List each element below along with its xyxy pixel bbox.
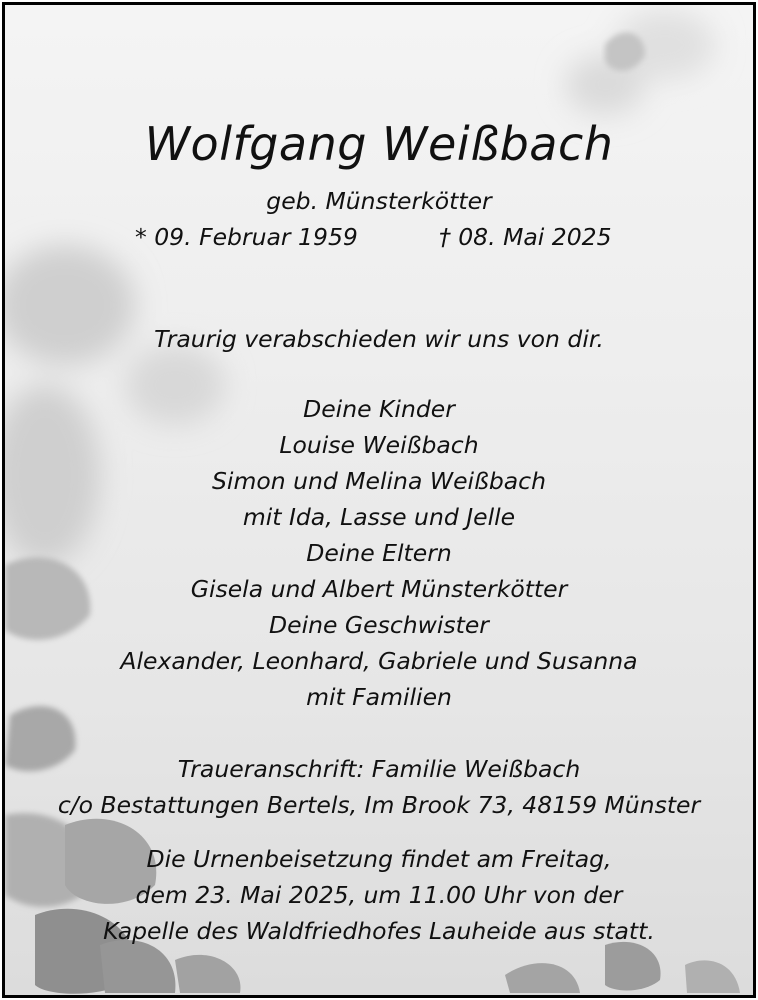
ceremony-line: Die Urnenbeisetzung findet am Freitag, <box>146 845 612 873</box>
mourner-line: mit Ida, Lasse und Jelle <box>242 503 516 531</box>
mourner-line: Simon und Melina Weißbach <box>212 467 546 495</box>
address-line: Traueranschrift: Familie Weißbach <box>177 755 581 783</box>
address-line: c/o Bestattungen Bertels, Im Brook 73, 48159 Münster <box>57 791 701 819</box>
birth-date: * 09. Februar 1959 <box>135 223 358 251</box>
mourner-line: Deine Geschwister <box>269 611 489 639</box>
mourner-line: Deine Eltern <box>306 539 452 567</box>
mourner-line: Gisela und Albert Münsterkötter <box>190 575 568 603</box>
birth-name: geb. Münsterkötter <box>266 187 492 215</box>
death-date: † 08. Mai 2025 <box>439 223 612 251</box>
deceased-name: Wolfgang Weißbach <box>144 117 614 171</box>
life-dates <box>5 223 753 255</box>
mourner-line: Deine Kinder <box>303 395 455 423</box>
ceremony-line: dem 23. Mai 2025, um 11.00 Uhr von der <box>135 881 623 909</box>
mourner-line: Louise Weißbach <box>279 431 479 459</box>
obituary-card <box>2 2 756 998</box>
mourner-line: Alexander, Leonhard, Gabriele und Susanna <box>120 647 638 675</box>
mourner-line: mit Familien <box>306 683 452 711</box>
farewell-text: Traurig verabschieden wir uns von dir. <box>154 325 604 353</box>
ceremony-line: Kapelle des Waldfriedhofes Lauheide aus statt. <box>103 917 655 945</box>
